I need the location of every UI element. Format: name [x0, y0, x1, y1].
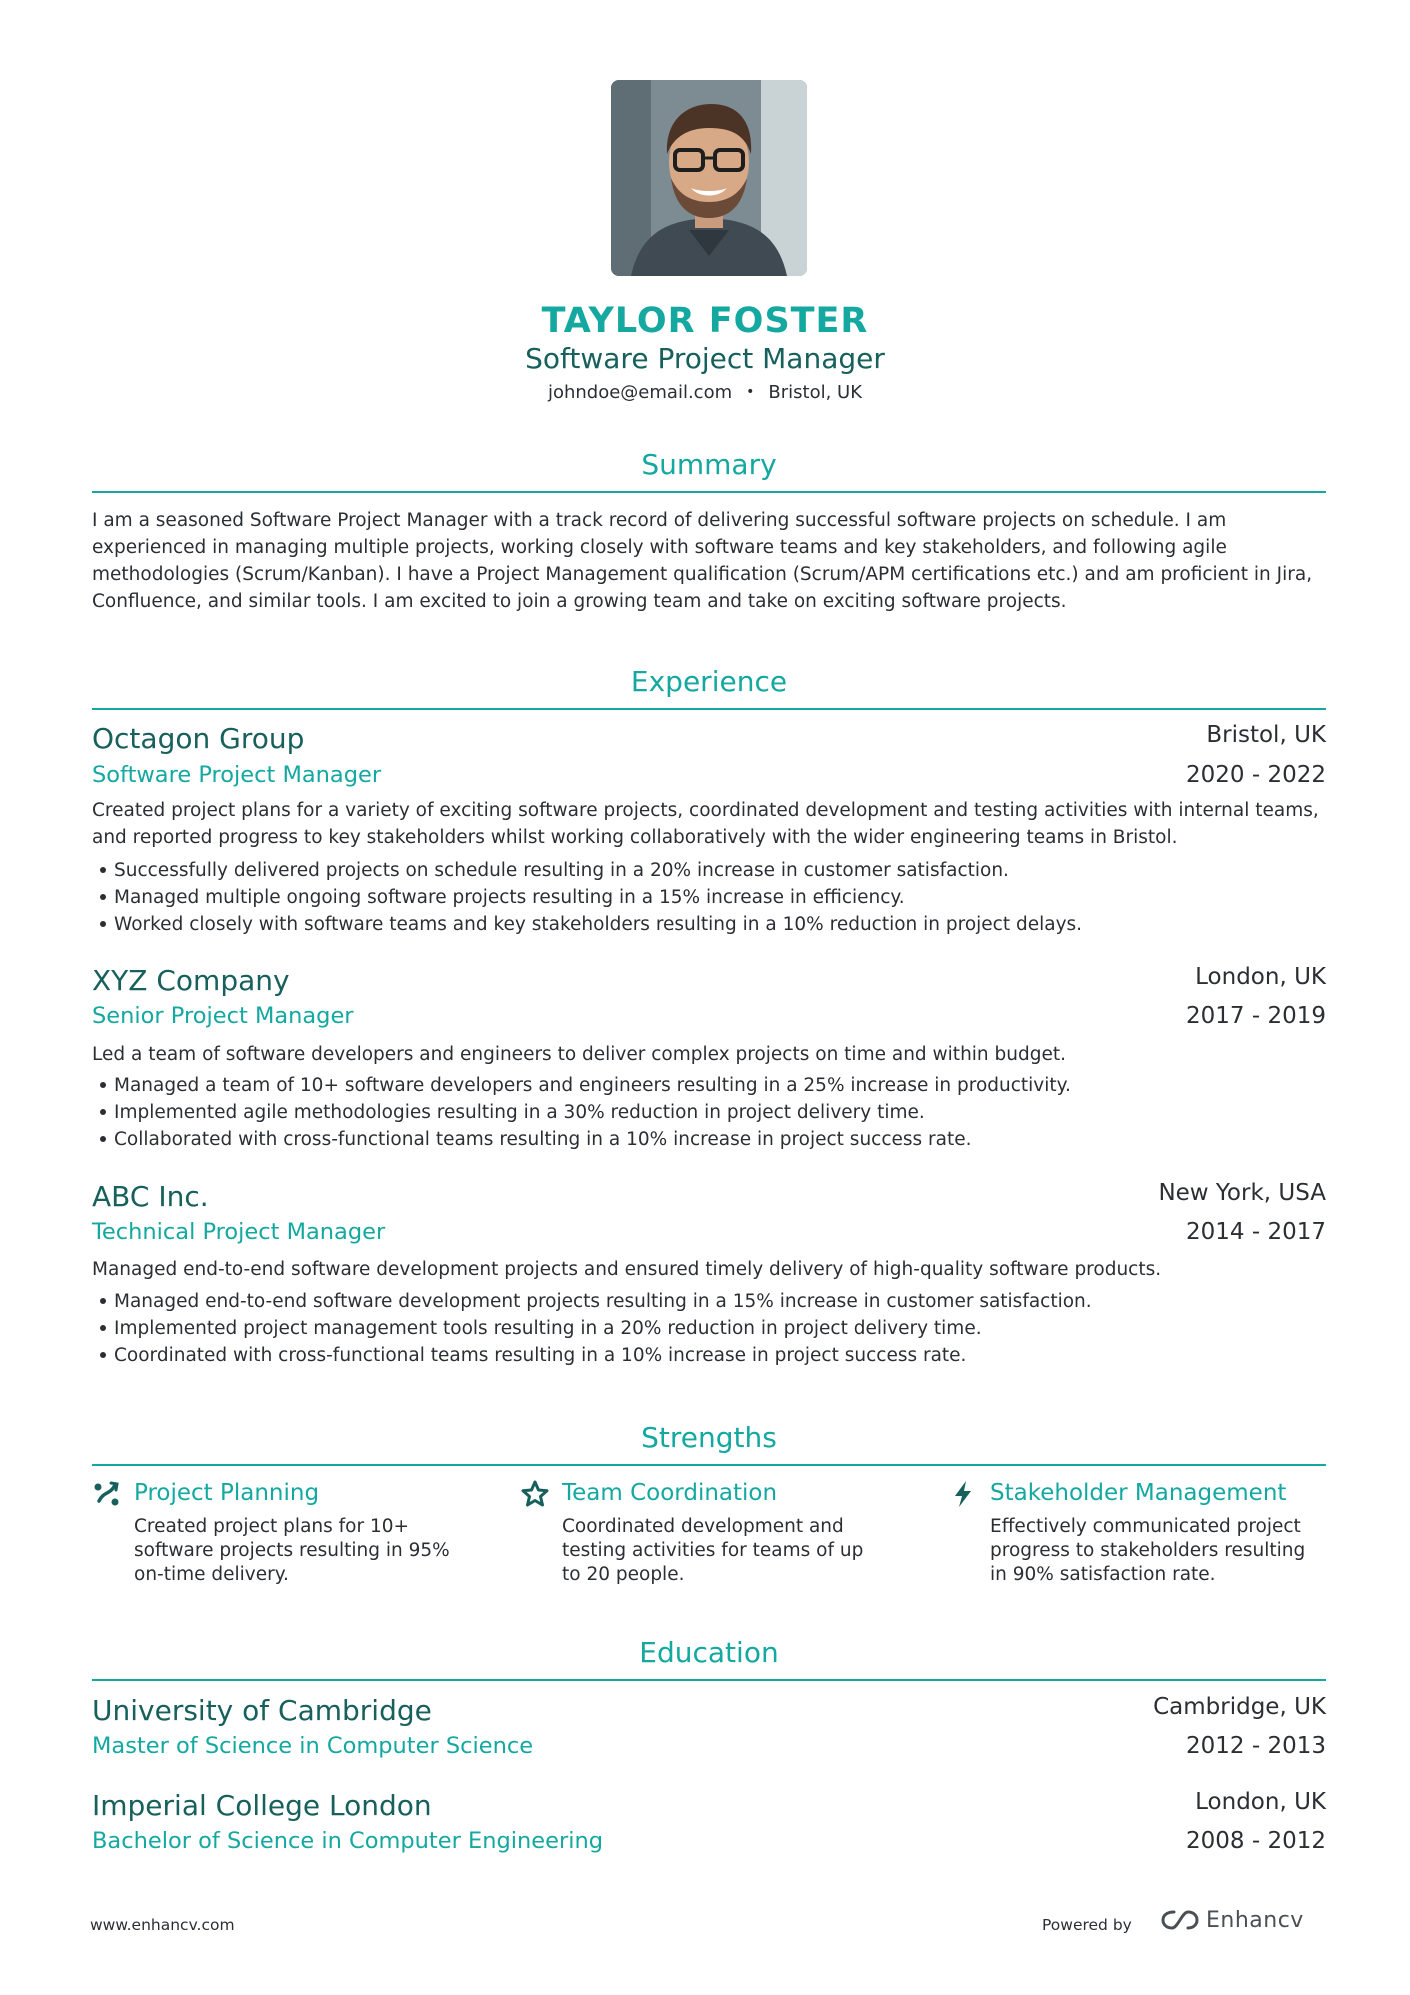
job-company: Octagon Group — [92, 722, 305, 755]
summary-text: I am a seasoned Software Project Manager with a track record of delivering successful software projects on schedule. I am experienced in managing multiple projects, working closely with software teams and key stakeholders, and following agile methodologies (Scrum/Kanban). I have a Project Management qualification (Scrum/APM certifications etc.) and am proficient in Jira, Confluence, and similar tools. I am excited to join a growing team and take on exciting software projects. — [92, 510, 1313, 612]
job-role: Senior Project Manager — [92, 1003, 354, 1029]
job-dates: 2014 - 2017 — [1186, 1219, 1326, 1245]
strength-description: Coordinated development and testing activities for teams of up to 20 people. — [562, 1516, 864, 1585]
strength-title: Stakeholder Management — [990, 1480, 1287, 1506]
edu-dates: 2008 - 2012 — [1186, 1828, 1326, 1854]
separator-dot: • — [746, 384, 755, 400]
edu-degree: Master of Science in Computer Science — [92, 1733, 534, 1759]
location: Bristol, UK — [768, 382, 863, 403]
edu-school: Imperial College London — [92, 1789, 432, 1822]
summary-heading: Summary — [641, 448, 777, 481]
job-bullet: Managed a team of 10+ software developers and engineers resulting in a 25% increase in productivity. — [92, 1072, 1332, 1099]
candidate-name: TAYLOR FOSTER — [541, 301, 869, 341]
job-company: XYZ Company — [92, 964, 290, 997]
education-divider — [92, 1679, 1326, 1681]
job-dates: 2020 - 2022 — [1186, 762, 1326, 788]
job-dates: 2017 - 2019 — [1186, 1003, 1326, 1029]
job-bullet: Managed multiple ongoing software projects resulting in a 15% increase in efficiency. — [92, 884, 1332, 911]
job-description: Managed end-to-end software development projects and ensured timely delivery of high-quality software products. — [92, 1259, 1162, 1280]
experience-heading: Experience — [630, 665, 788, 698]
job-bullets — [92, 1072, 1332, 1153]
job-role: Technical Project Manager — [92, 1219, 386, 1245]
job-bullet: Managed end-to-end software development projects resulting in a 15% increase in customer satisfaction. — [92, 1288, 1332, 1315]
experience-divider — [92, 708, 1326, 710]
job-bullet: Implemented agile methodologies resulting in a 30% reduction in project delivery time. — [92, 1099, 1332, 1126]
job-bullet: Successfully delivered projects on schedule resulting in a 20% increase in customer satisfaction. — [92, 857, 1332, 884]
lightning-icon — [948, 1479, 978, 1509]
strengths-heading: Strengths — [641, 1421, 777, 1454]
job-bullet: Implemented project management tools resulting in a 20% reduction in project delivery time. — [92, 1315, 1332, 1342]
job-role: Software Project Manager — [92, 762, 382, 788]
job-bullet: Collaborated with cross-functional teams resulting in a 10% increase in project success rate. — [92, 1126, 1332, 1153]
job-company: ABC Inc. — [92, 1180, 209, 1213]
job-location: London, UK — [1195, 964, 1326, 990]
strength-description: Created project plans for 10+ software projects resulting in 95% on-time delivery. — [134, 1516, 450, 1585]
job-bullets — [92, 1288, 1332, 1369]
job-bullet: Coordinated with cross-functional teams resulting in a 10% increase in project success rate. — [92, 1342, 1332, 1369]
route-icon — [92, 1479, 122, 1509]
strength-description: Effectively communicated project progress to stakeholders resulting in 90% satisfaction rate. — [990, 1516, 1306, 1585]
job-bullet: Worked closely with software teams and key stakeholders resulting in a 10% reduction in project delays. — [92, 911, 1332, 938]
strength-title: Project Planning — [134, 1480, 320, 1506]
edu-location: London, UK — [1195, 1789, 1326, 1815]
email[interactable]: johndoe@email.com — [547, 382, 733, 403]
candidate-title: Software Project Manager — [525, 342, 885, 375]
star-icon — [520, 1479, 550, 1509]
footer-brand[interactable]: Enhancv — [1206, 1908, 1304, 1933]
footer-url[interactable]: www.enhancv.com — [90, 1916, 235, 1934]
powered-by-label: Powered by — [1042, 1916, 1132, 1934]
profile-photo — [611, 80, 807, 276]
contact-line — [0, 380, 1410, 405]
edu-degree: Bachelor of Science in Computer Engineering — [92, 1828, 603, 1854]
profile-photo-image — [611, 80, 807, 276]
job-description: Created project plans for a variety of exciting software projects, coordinated development and testing activities with internal teams, and reported progress to key stakeholders whilst working collaboratively with the wider engineering teams in Bristol. — [92, 800, 1319, 848]
edu-dates: 2012 - 2013 — [1186, 1733, 1326, 1759]
job-description: Led a team of software developers and engineers to deliver complex projects on time and within budget. — [92, 1044, 1067, 1065]
edu-location: Cambridge, UK — [1153, 1694, 1326, 1720]
strength-title: Team Coordination — [562, 1480, 778, 1506]
strengths-divider — [92, 1464, 1326, 1466]
education-heading: Education — [639, 1636, 779, 1669]
enhancv-logo-icon — [1160, 1906, 1200, 1934]
job-bullets — [92, 857, 1332, 938]
edu-school: University of Cambridge — [92, 1694, 432, 1727]
summary-divider — [92, 491, 1326, 493]
job-location: Bristol, UK — [1206, 722, 1326, 748]
job-location: New York, USA — [1158, 1180, 1326, 1206]
